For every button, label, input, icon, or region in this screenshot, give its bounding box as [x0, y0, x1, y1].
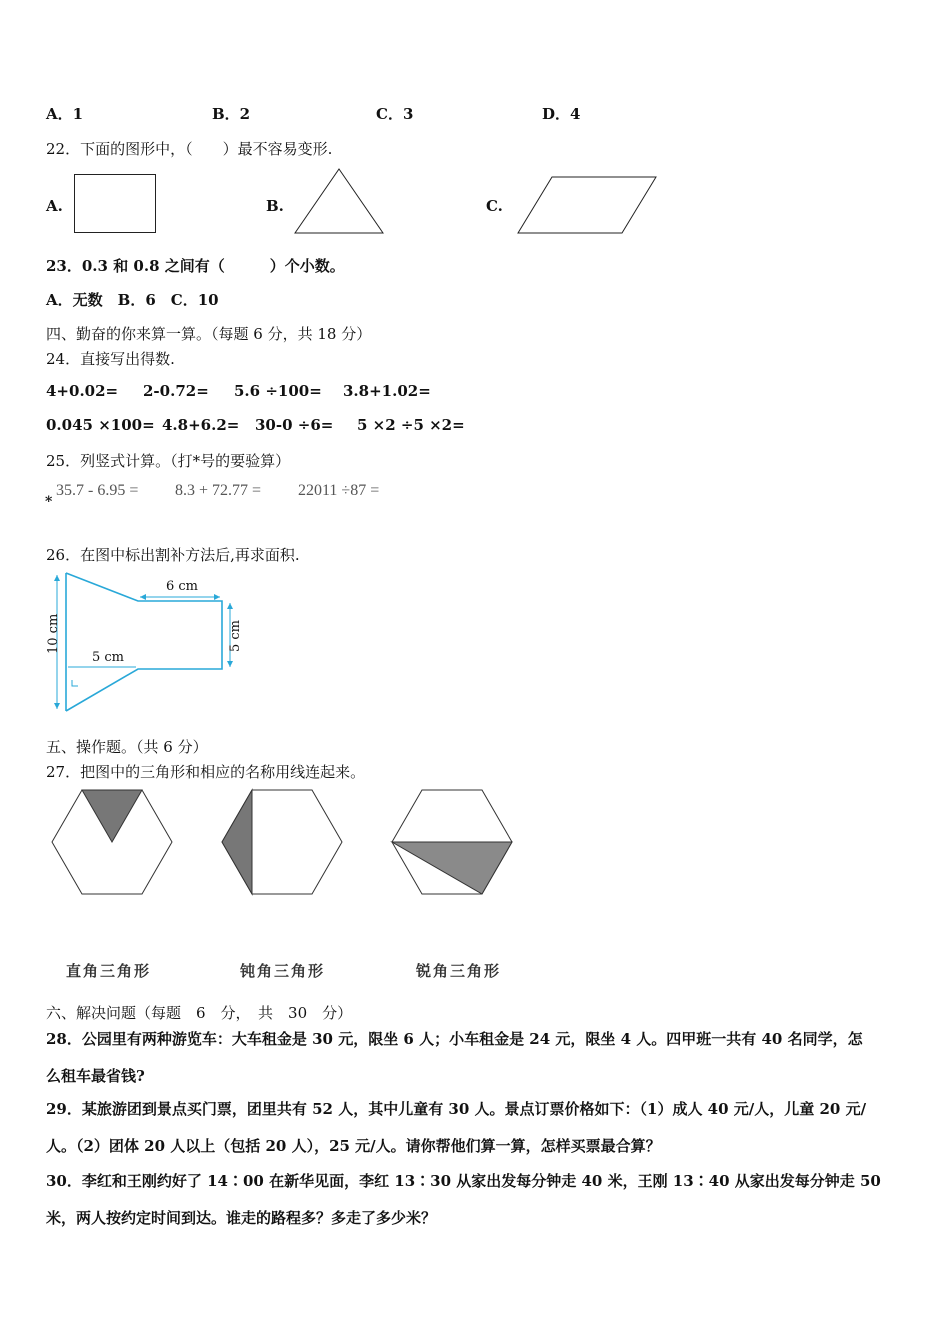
q22-label-b: B. — [266, 197, 284, 215]
q27-title: 27．把图中的三角形和相应的名称用线连起来。 — [46, 763, 366, 781]
q26-title: 26．在图中标出割补方法后,再求面积. — [46, 546, 300, 564]
q25-item-1: 35.7 - 6.95 = — [56, 482, 139, 499]
q23-question: 23．0.3 和 0.8 之间有（ ）个小数。 — [46, 257, 345, 275]
q23-options: A．无数 B．6 C．10 — [46, 291, 219, 309]
hexagon-obtuse-triangle — [220, 788, 344, 896]
q22-label-a: A. — [46, 197, 63, 215]
q24-r1-c4: 3.8+1.02= — [343, 382, 431, 400]
q21-option-b: B．2 — [212, 105, 251, 123]
triangle-shape — [294, 168, 384, 234]
q26-dim-bottom: 5 cm — [92, 650, 125, 665]
q26-composite-figure — [44, 570, 254, 715]
q25-item-2: 8.3 + 72.77 = — [175, 482, 262, 499]
q24-r1-c2: 2-0.72= — [143, 382, 209, 400]
q21-option-c: C．3 — [376, 105, 414, 123]
label-right-triangle: 直角三角形 — [66, 962, 152, 980]
q21-option-a: A．1 — [46, 105, 84, 123]
label-acute-triangle: 锐角三角形 — [416, 962, 502, 980]
q30-line1: 30．李红和王刚约好了 14∶00 在新华见面，李红 13∶30 从家出发每分钟走 40 米，王刚 13∶40 从家出发每分钟走 50 — [46, 1172, 881, 1190]
q26-dim-top: 6 cm — [166, 579, 199, 594]
q22-label-c: C. — [486, 197, 503, 215]
section-4-heading: 四、勤奋的你来算一算。（每题 6 分，共 18 分） — [46, 325, 372, 343]
rectangle-shape — [74, 174, 156, 234]
q25-title: 25．列竖式计算。（打*号的要验算） — [46, 452, 291, 470]
section-6-heading: 六、解决问题（每题 6 分， 共 30 分） — [46, 1004, 353, 1022]
q29-line2: 人。（2）团体 20 人以上（包括 20 人），25 元/人。请你帮他们算一算，怎样买票最合算？ — [46, 1137, 661, 1155]
hexagon-right-triangle — [50, 788, 174, 896]
q29-line1: 29．某旅游团到景点买门票，团里共有 52 人，其中儿童有 30 人。景点订票价格如下：（1）成人 40 元/人，儿童 20 元/ — [46, 1100, 867, 1118]
section-5-heading: 五、操作题。（共 6 分） — [46, 738, 208, 756]
q24-r2-c2: 4.8+6.2= — [162, 416, 240, 434]
q30-line2: 米，两人按约定时间到达。谁走的路程多？多走了多少米？ — [46, 1209, 437, 1227]
q25-star: * — [45, 494, 53, 510]
q22-question: 22．下面的图形中，（ ）最不容易变形. — [46, 140, 333, 158]
label-obtuse-triangle: 钝角三角形 — [240, 962, 326, 980]
q25-item-3: 22011 ÷87 = — [298, 482, 380, 499]
q24-r1-c3: 5.6 ÷100= — [234, 382, 322, 400]
q28-line2: 么租车最省钱? — [46, 1067, 145, 1085]
q24-title: 24．直接写出得数. — [46, 350, 175, 368]
q26-dim-left: 10 cm — [46, 613, 61, 654]
q24-r2-c3: 30-0 ÷6= — [255, 416, 334, 434]
q28-line1: 28．公园里有两种游览车：大车租金是 30 元，限坐 6 人；小车租金是 24 元，限坐 4 人。四甲班一共有 40 名同学，怎 — [46, 1030, 863, 1048]
hexagon-acute-triangle — [390, 788, 514, 896]
q21-option-d: D．4 — [542, 105, 581, 123]
q24-r2-c1: 0.045 ×100= — [46, 416, 155, 434]
q24-r2-c4: 5 ×2 ÷5 ×2= — [357, 416, 465, 434]
q26-dim-right: 5 cm — [228, 619, 243, 652]
q24-r1-c1: 4+0.02= — [46, 382, 119, 400]
parallelogram-shape — [516, 176, 658, 234]
